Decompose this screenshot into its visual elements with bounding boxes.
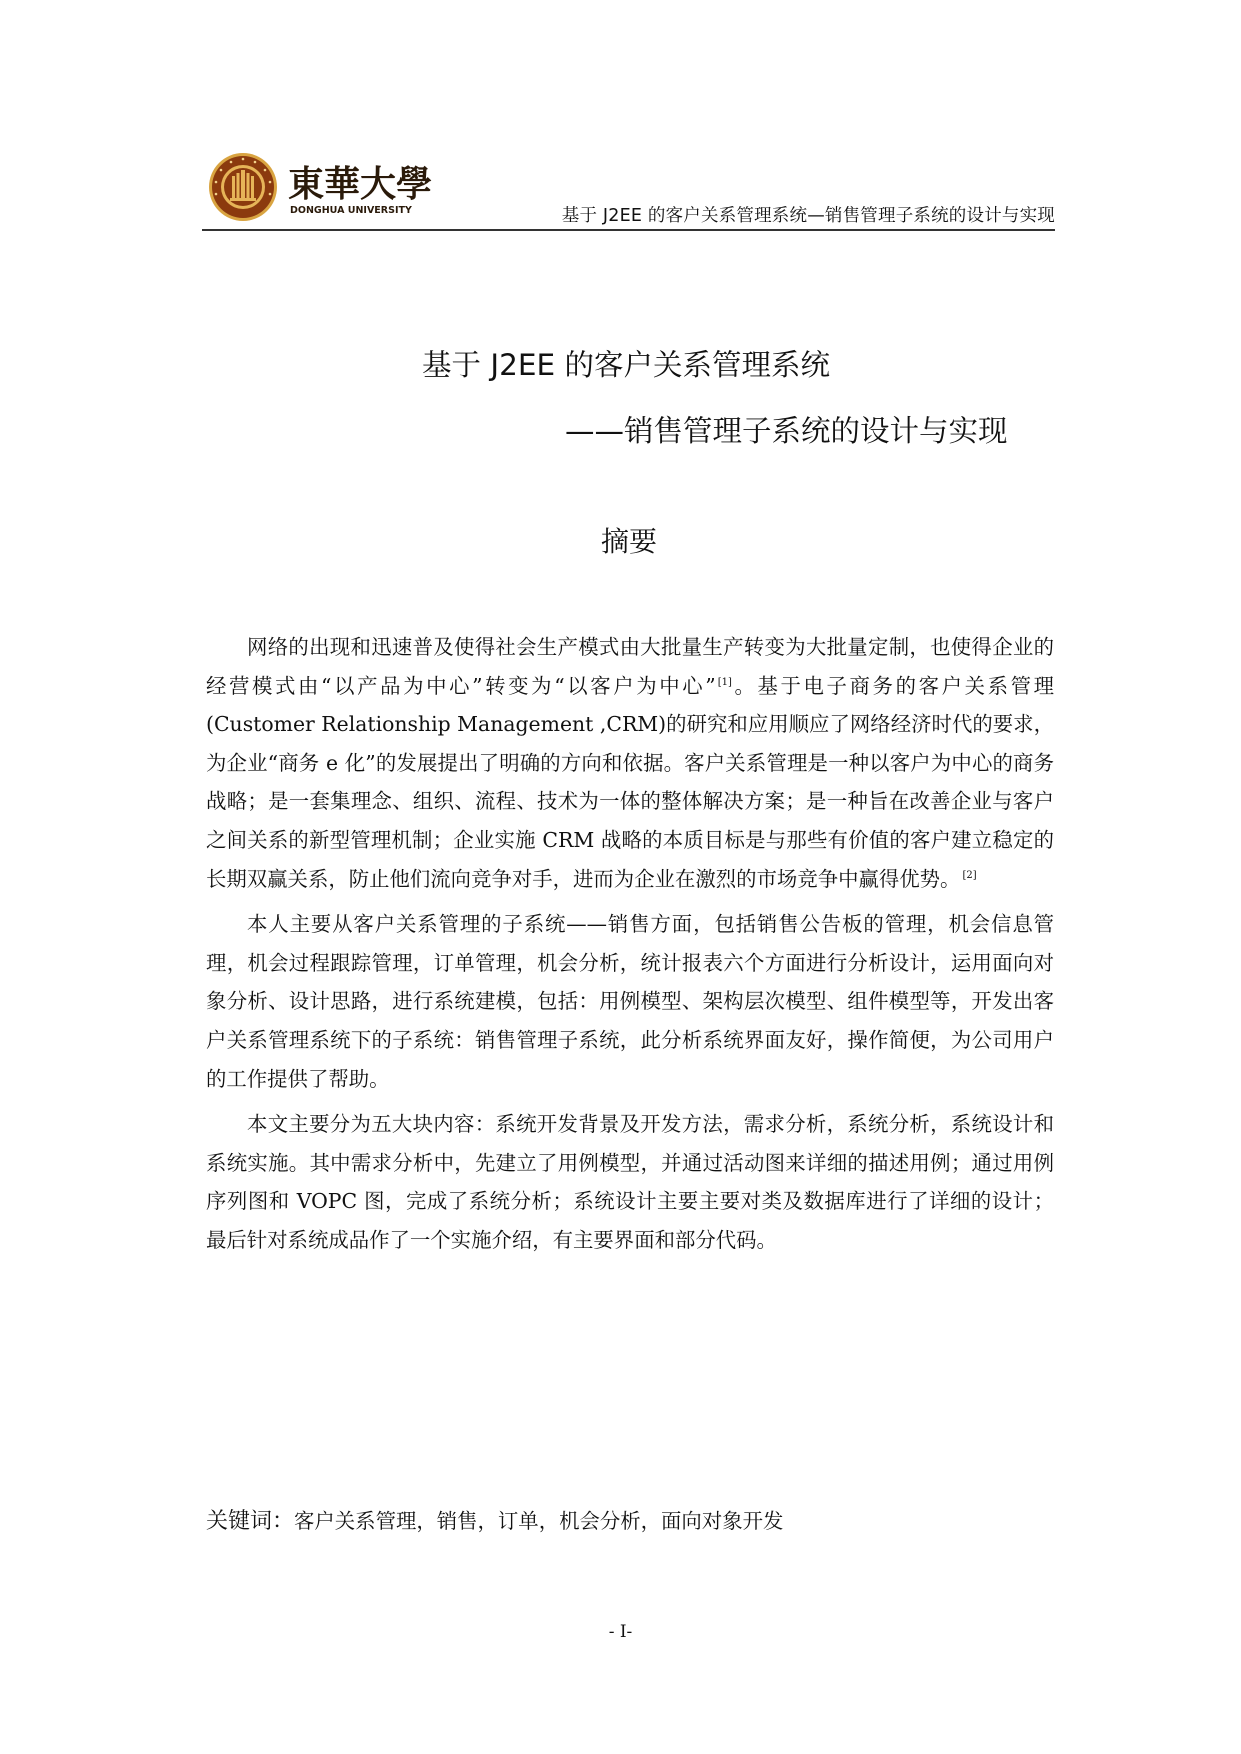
page-number: - I-: [608, 1622, 633, 1642]
thesis-subtitle: ——销售管理子系统的设计与实现: [565, 414, 1008, 448]
paragraph-text: 网络的出现和迅速普及使得社会生产模式由大批量生产转变为大批量定制，也使得企业的经营模式由“以产品为中心”转变为“以客户为中心”: [206, 635, 1054, 698]
keywords-label: 关键词：: [206, 1509, 295, 1534]
abstract-paragraph: 本人主要从客户关系管理的子系统——销售方面，包括销售公告板的管理，机会信息管理，机会过程跟踪管理，订单管理，机会分析，统计报表六个方面进行分析设计，运用面向对象分析、设计思路，进行系统建模，包括：用例模型、架构层次模型、组件模型等，开发出客户关系管理系统下的子系统：销售管理子系统，此分析系统界面友好，操作简便，为公司用户的工作提供了帮助。: [206, 912, 1054, 1091]
svg-text:東華大學: 東華大學: [288, 163, 433, 205]
abstract-heading: 摘要: [601, 525, 658, 558]
svg-text:DONGHUA UNIVERSITY: DONGHUA UNIVERSITY: [290, 205, 412, 216]
running-title: 基于 J2EE 的客户关系管理系统—销售管理子系统的设计与实现: [561, 206, 1055, 226]
citation-marker: [2]: [962, 869, 977, 881]
citation-marker: [1]: [717, 676, 732, 688]
university-logo: [208, 152, 448, 232]
university-seal-icon: [208, 152, 278, 222]
university-name-logo: [286, 156, 436, 216]
paragraph-text: 。基于电子商务的客户关系管理(Customer Relationship Management ,CRM)的研究和应用顺应了网络经济时代的要求，为企业“商务 e 化”的发展提出了明确的方向和依据。客户关系管理是一种以客户为中心的商务战略；是一套集理念、组织、流程、技术为一体的整体解决方案；是一种旨在改善企业与客户之间关系的新型管理机制；企业实施 CRM 战略的本质目标是与那些有价值的客户建立稳定的长期双赢关系，防止他们流向竞争对手，进而为企业在激烈的市场竞争中赢得优势。: [206, 673, 1055, 891]
abstract-paragraph: 本文主要分为五大块内容：系统开发背景及开发方法，需求分析，系统分析，系统设计和系统实施。其中需求分析中，先建立了用例模型，并通过活动图来详细的描述用例；通过用例序列图和 VOPC 图，完成了系统分析；系统设计主要主要对类及数据库进行了详细的设计；最后针对系统成品作了一个实施介绍，有主要界面和部分代码。: [206, 1112, 1054, 1252]
abstract-paragraph: [206, 628, 1054, 898]
keywords-value: 客户关系管理，销售，订单，机会分析，面向对象开发: [294, 1509, 784, 1533]
keywords-line: [206, 1504, 783, 1535]
thesis-title: 基于 J2EE 的客户关系管理系统: [422, 348, 831, 382]
page-header: [202, 138, 1055, 232]
abstract-body: [206, 628, 1054, 1267]
header-divider: [202, 229, 1055, 231]
